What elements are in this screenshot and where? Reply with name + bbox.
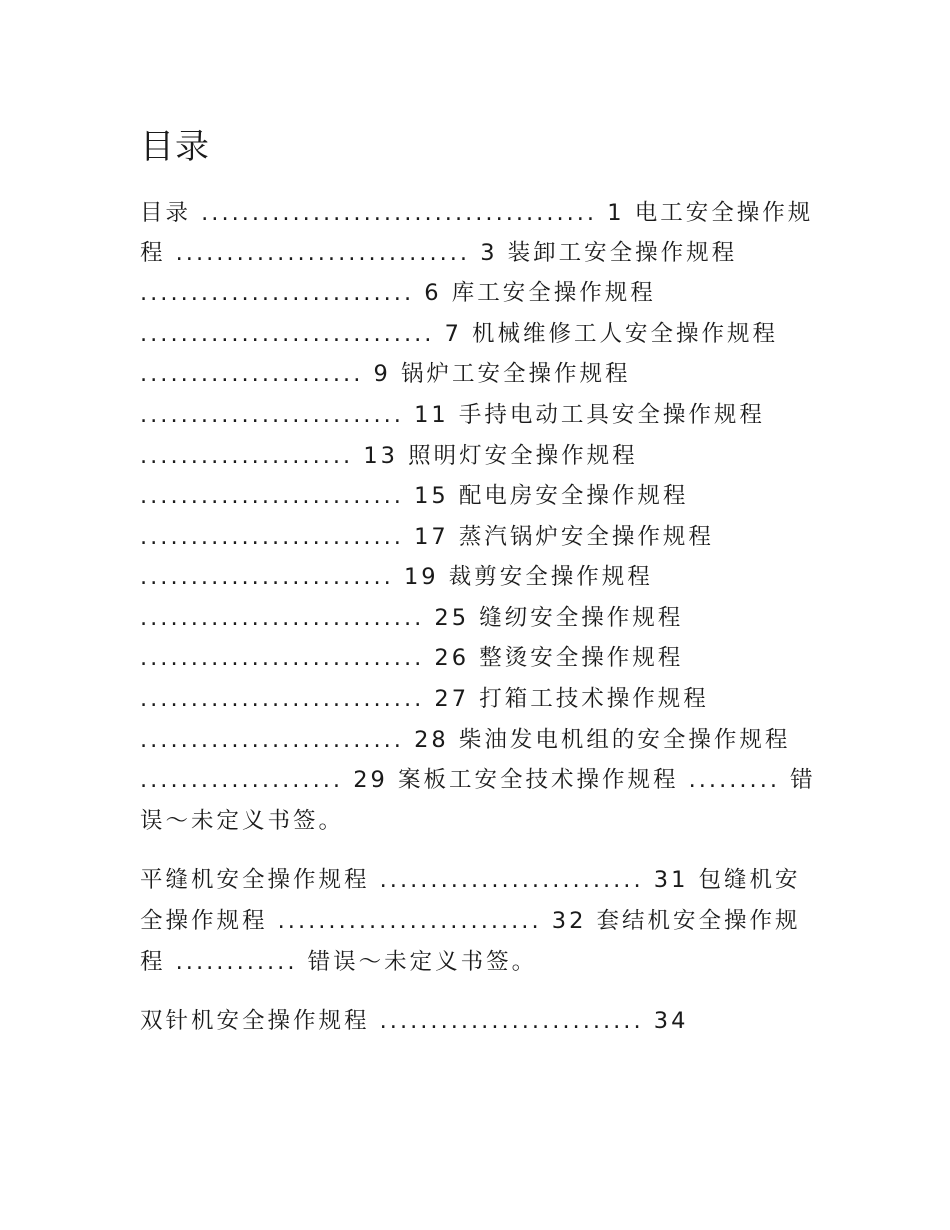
toc-line[interactable]: ......................... 19 裁剪安全操作规程: [140, 564, 653, 590]
toc-line[interactable]: .......................... 15 配电房安全操作规程: [140, 483, 689, 509]
toc-line[interactable]: 平缝机安全操作规程 .......................... 31 包缝机安: [140, 867, 801, 893]
toc-line: 误～未定义书签。: [140, 808, 345, 834]
toc-line[interactable]: 程 ............ 错误～未定义书签。: [140, 949, 538, 975]
toc-line[interactable]: .......................... 28 柴油发电机组的安全操作规程: [140, 727, 791, 753]
toc-line[interactable]: ............................ 27 打箱工技术操作规程: [140, 686, 709, 712]
toc-line[interactable]: .......................... 17 蒸汽锅炉安全操作规程: [140, 524, 714, 550]
toc-line[interactable]: 双针机安全操作规程 .......................... 34: [140, 1008, 689, 1034]
toc-line[interactable]: ..................... 13 照明灯安全操作规程: [140, 443, 638, 469]
toc-line[interactable]: .................... 29 案板工安全技术操作规程 ......... 错: [140, 767, 816, 793]
toc-line[interactable]: ...................... 9 锅炉工安全操作规程: [140, 361, 631, 387]
toc-line[interactable]: ............................ 26 整烫安全操作规程: [140, 645, 684, 671]
toc-line[interactable]: ........................... 6 库工安全操作规程: [140, 280, 656, 306]
toc-line[interactable]: .......................... 11 手持电动工具安全操作规程: [140, 402, 765, 428]
toc-line[interactable]: 全操作规程 .......................... 32 套结机安全操作规: [140, 908, 801, 934]
toc-line[interactable]: ............................ 25 缝纫安全操作规程: [140, 605, 684, 631]
toc-line[interactable]: 目录 ....................................... 1 电工安全操作规: [140, 200, 814, 226]
toc-line[interactable]: 程 ............................. 3 装卸工安全操作规程: [140, 240, 738, 266]
toc-heading: 目录: [140, 127, 210, 167]
toc-line[interactable]: ............................. 7 机械维修工人安全操作规程: [140, 321, 779, 347]
